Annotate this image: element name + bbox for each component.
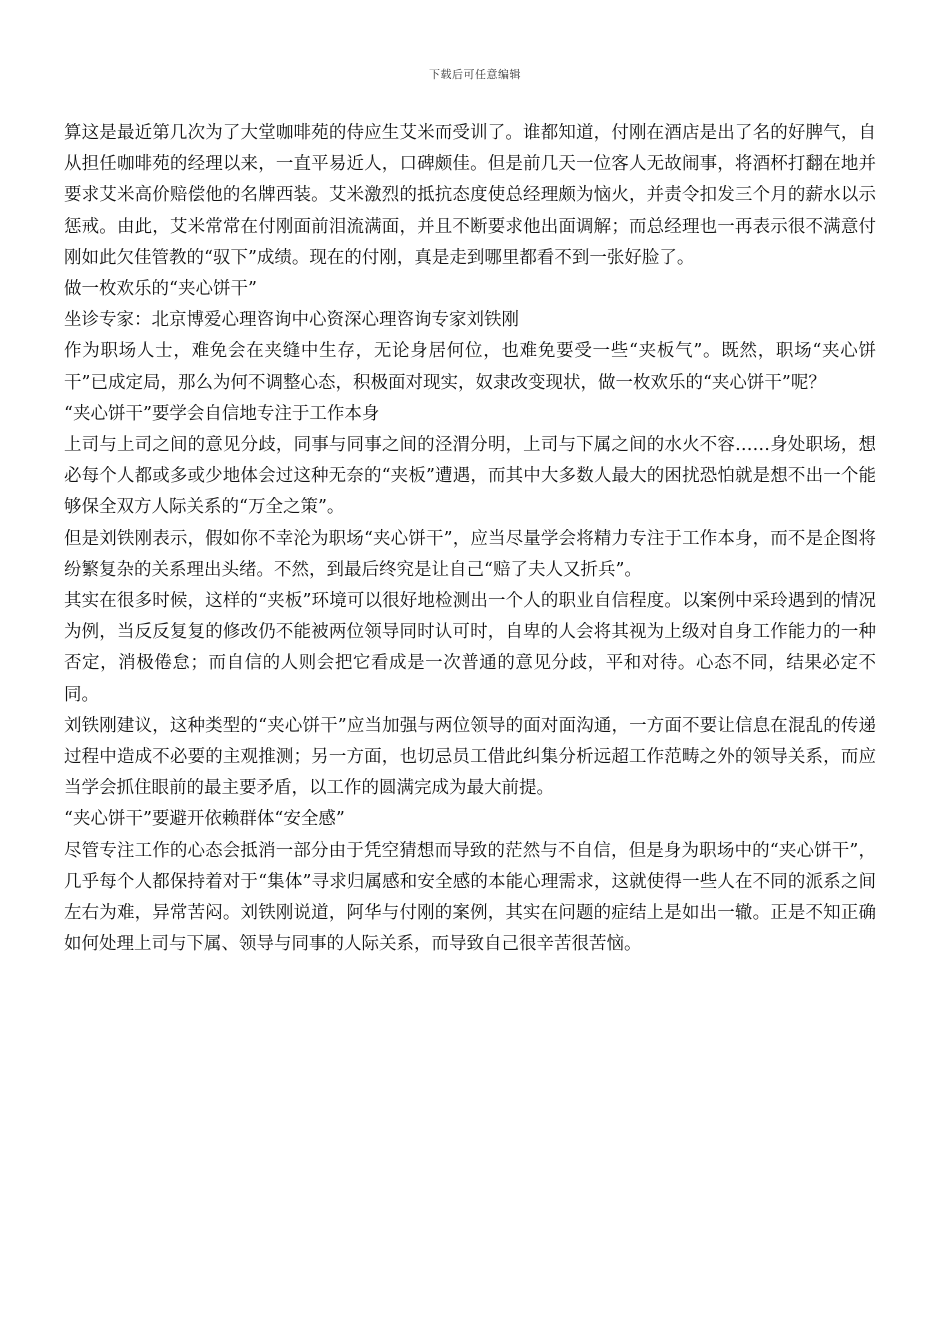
subsection-heading: “夹心饼干”要学会自信地专注于工作本身 xyxy=(64,403,380,424)
subsection-heading: “夹心饼干”要避开依赖群体“安全感” xyxy=(64,809,345,830)
paragraph: 但是刘铁刚表示，假如你不幸沦为职场“夹心饼干”，应当尽量学会将精力专注于工作本身，而不是企图将纷繁复杂的关系理出头绪。不然，到最后终究是让自己“赔了夫人又折兵”。 xyxy=(64,528,876,580)
paragraph: 其实在很多时候，这样的“夹板”环境可以很好地检测出一个人的职业自信程度。以案例中采玲遇到的情况为例，当反反复复的修改仍不能被两位领导同时认可时，自卑的人会将其视为上级对自身工作能力的一种否定，消极倦怠；而自信的人则会把它看成是一次普通的意见分歧，平和对待。心态不同，结果必定不同。 xyxy=(64,591,876,705)
paragraph: 上司与上司之间的意见分歧，同事与同事之间的泾渭分明，上司与下属之间的水火不容……身处职场，想必每个人都或多或少地体会过这种无奈的“夹板”遭遇，而其中大多数人最大的困扰恐怕就是想不出一个能够保全双方人际关系的“万全之策”。 xyxy=(64,435,876,518)
paragraph: 刘铁刚建议，这种类型的“夹心饼干”应当加强与两位领导的面对面沟通，一方面不要让信息在混乱的传递过程中造成不必要的主观推测；另一方面，也切忌员工借此纠集分析远超工作范畴之外的领导关系，而应当学会抓住眼前的最主要矛盾，以工作的圆满完成为最大前提。 xyxy=(64,715,876,799)
expert-line: 坐诊专家：北京博爱心理咨询中心资深心理咨询专家刘铁刚 xyxy=(64,310,519,331)
paragraph: 尽管专注工作的心态会抵消一部分由于凭空猜想而导致的茫然与不自信，但是身为职场中的“夹心饼干”，几乎每个人都保持着对于“集体”寻求归属感和安全感的本能心理需求，这就使得一些人在不同的派系之间左右为难，异常苦闷。刘铁刚说道，阿华与付刚的案例，其实在问题的症结上是如出一辙。正是不知正确如何处理上司与下属、领导与同事的人际关系，而导致自己很辛苦很苦恼。 xyxy=(64,840,876,955)
paragraph: 算这是最近第几次为了大堂咖啡苑的侍应生艾米而受训了。谁都知道，付刚在酒店是出了名的好脾气，自从担任咖啡苑的经理以来，一直平易近人，口碑颇佳。但是前几天一位客人无故闹事，将酒杯打翻在地并要求艾米高价赔偿他的名牌西装。艾米激烈的抵抗态度使总经理颇为恼火，并责令扣发三个月的薪水以示惩戒。由此，艾米常常在付刚面前泪流满面，并且不断要求他出面调解；而总经理也一再表示很不满意付刚如此欠佳管教的“驭下”成绩。现在的付刚，真是走到哪里都看不到一张好脸了。 xyxy=(64,123,876,268)
section-heading: 做一枚欢乐的“夹心饼干” xyxy=(64,279,257,300)
document-body xyxy=(64,118,876,960)
paragraph: 作为职场人士，难免会在夹缝中生存，无论身居何位，也难免要受一些“夹板气”。既然，职场“夹心饼干”已成定局，那么为何不调整心态，积极面对现实，奴隶改变现状，做一枚欢乐的“夹心饼干”呢？ xyxy=(64,341,876,393)
page-header-note: 下载后可任意编辑 xyxy=(429,68,521,81)
